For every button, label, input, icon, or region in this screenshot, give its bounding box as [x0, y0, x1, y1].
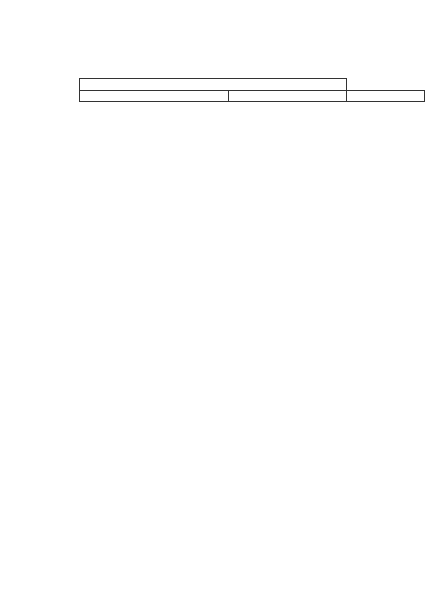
- col-descricao: [79, 79, 346, 91]
- table-header-row: [3, 79, 424, 91]
- surgeries-table: [3, 78, 425, 102]
- report-header: [0, 0, 427, 2]
- col-periodo: [228, 90, 346, 102]
- table-subheader-row: [3, 90, 424, 102]
- surgeries-table-body: [3, 79, 424, 102]
- col-quantidade: [346, 90, 424, 102]
